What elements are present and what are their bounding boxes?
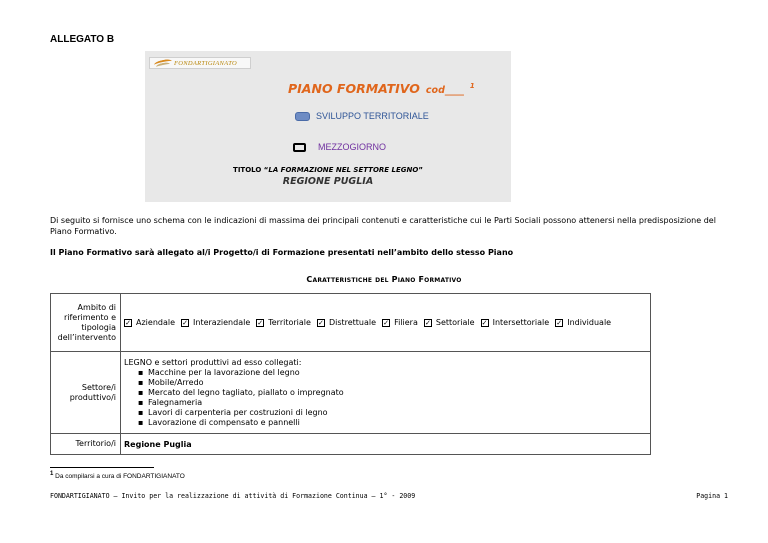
allegato-label: ALLEGATO B: [50, 34, 115, 45]
list-item: ▪ Lavorazione di compensato e pannelli: [138, 418, 650, 428]
ambito-option-label: Interaziendale: [193, 318, 251, 327]
ambito-option[interactable]: [256, 318, 311, 327]
territorio-label: Territorio/i: [51, 434, 121, 455]
ambito-option-label: Filiera: [394, 318, 418, 327]
ambito-option[interactable]: [481, 318, 550, 327]
checkbox-checked-icon[interactable]: ✓: [125, 318, 131, 327]
fondartigianato-logo: [149, 57, 251, 69]
ambito-options: [121, 294, 651, 352]
checkbox-checked-icon[interactable]: ✓: [424, 318, 431, 327]
settore-list: [124, 368, 650, 428]
footnote-mark: 1: [50, 471, 54, 477]
footnote-divider: [50, 467, 154, 468]
option-sviluppo-territoriale[interactable]: [295, 111, 429, 121]
logo-text: FONDARTIGIANATO: [174, 59, 237, 67]
ambito-option[interactable]: [382, 318, 418, 327]
footnote-text: Da compilarsi a cura di FONDARTIGIANATO: [55, 473, 185, 481]
ambito-option-label: Intersettoriale: [492, 318, 550, 327]
ambito-options-list: [124, 318, 650, 327]
ambito-option-label: Aziendale: [136, 318, 176, 327]
ambito-option-label: Settoriale: [435, 318, 475, 327]
cover-header-box: [145, 51, 511, 202]
checkbox-checked-icon[interactable]: ✓: [383, 318, 389, 327]
checkbox-checked-icon[interactable]: ✓: [556, 318, 563, 327]
list-item: ▪ Lavori di carpenteria per costruzioni di legno: [138, 408, 650, 418]
footnote-ref: 1: [469, 81, 475, 90]
checkbox-checked-icon[interactable]: ✓: [318, 318, 324, 327]
intro-paragraph: Di seguito si fornisce uno schema con le indicazioni di massima dei principali contenuti e caratteristiche cui le Parti Sociali possono attenersi nella predisposizione del Piano Formativo.: [50, 216, 716, 236]
regione-heading: REGIONE PUGLIA: [282, 176, 374, 187]
option-mezzogiorno-label: MEZZOGIORNO: [318, 142, 386, 152]
checkbox-empty-icon[interactable]: [293, 143, 306, 152]
table-row: [51, 434, 651, 455]
ambito-label: Ambito di riferimento e tipologia dell’intervento: [51, 294, 121, 352]
checkbox-checked-icon[interactable]: ✓: [481, 318, 488, 327]
logo-swoosh-icon: [152, 59, 174, 67]
list-item: ▪ Mobile/Arredo: [138, 378, 650, 388]
settore-intro: LEGNO e settori produttivi ad esso collegati:: [124, 357, 302, 367]
checkbox-checked-icon[interactable]: ✓: [257, 318, 264, 327]
ambito-option[interactable]: [317, 318, 376, 327]
option-mezzogiorno[interactable]: [293, 142, 386, 152]
settore-content: [121, 352, 651, 434]
titolo-prefix: TITOLO “: [233, 166, 269, 174]
list-item: ▪ Macchine per la lavorazione del legno: [138, 368, 650, 378]
ambito-option-label: Territoriale: [268, 318, 311, 327]
title-text: PIANO FORMATIVO: [288, 81, 420, 96]
territorio-value: Regione Puglia: [121, 434, 651, 455]
checkbox-checked-icon[interactable]: [295, 112, 310, 121]
option-sviluppo-label: SVILUPPO TERRITORIALE: [316, 111, 429, 121]
allegato-note: Il Piano Formativo sarà allegato al/i Progetto/i di Formazione presentati nell’ambito dello stesso Piano: [50, 248, 514, 257]
titolo-suffix: ”: [418, 166, 423, 174]
ambito-option[interactable]: [424, 318, 475, 327]
piano-formativo-title: [288, 81, 475, 96]
ambito-option[interactable]: [181, 318, 250, 327]
cod-field: cod____: [425, 85, 464, 96]
table-row: [51, 352, 651, 434]
page-footer-text: FONDARTIGIANATO – Invito per la realizzazione di attività di Formazione Continua – 1° - 2009: [50, 492, 416, 500]
ambito-option[interactable]: [124, 318, 175, 327]
page-number: Pagina 1: [696, 492, 728, 500]
ambito-option[interactable]: [555, 318, 611, 327]
caratteristiche-table: [50, 293, 651, 455]
table-row: [51, 294, 651, 352]
ambito-option-label: Individuale: [567, 318, 612, 327]
list-item: ▪ Mercato del legno tagliato, piallato o impregnato: [138, 388, 650, 398]
footnote: [50, 471, 185, 480]
ambito-option-label: Distrettuale: [328, 318, 377, 327]
table-title: Caratteristiche del Piano Formativo: [306, 275, 462, 284]
settore-label: Settore/i produttivo/i: [51, 352, 121, 434]
checkbox-checked-icon[interactable]: ✓: [182, 318, 188, 327]
list-item: ▪ Falegnameria: [138, 398, 650, 408]
titolo-line: [145, 166, 511, 174]
titolo-text: LA FORMAZIONE NEL SETTORE LEGNO: [268, 166, 419, 174]
